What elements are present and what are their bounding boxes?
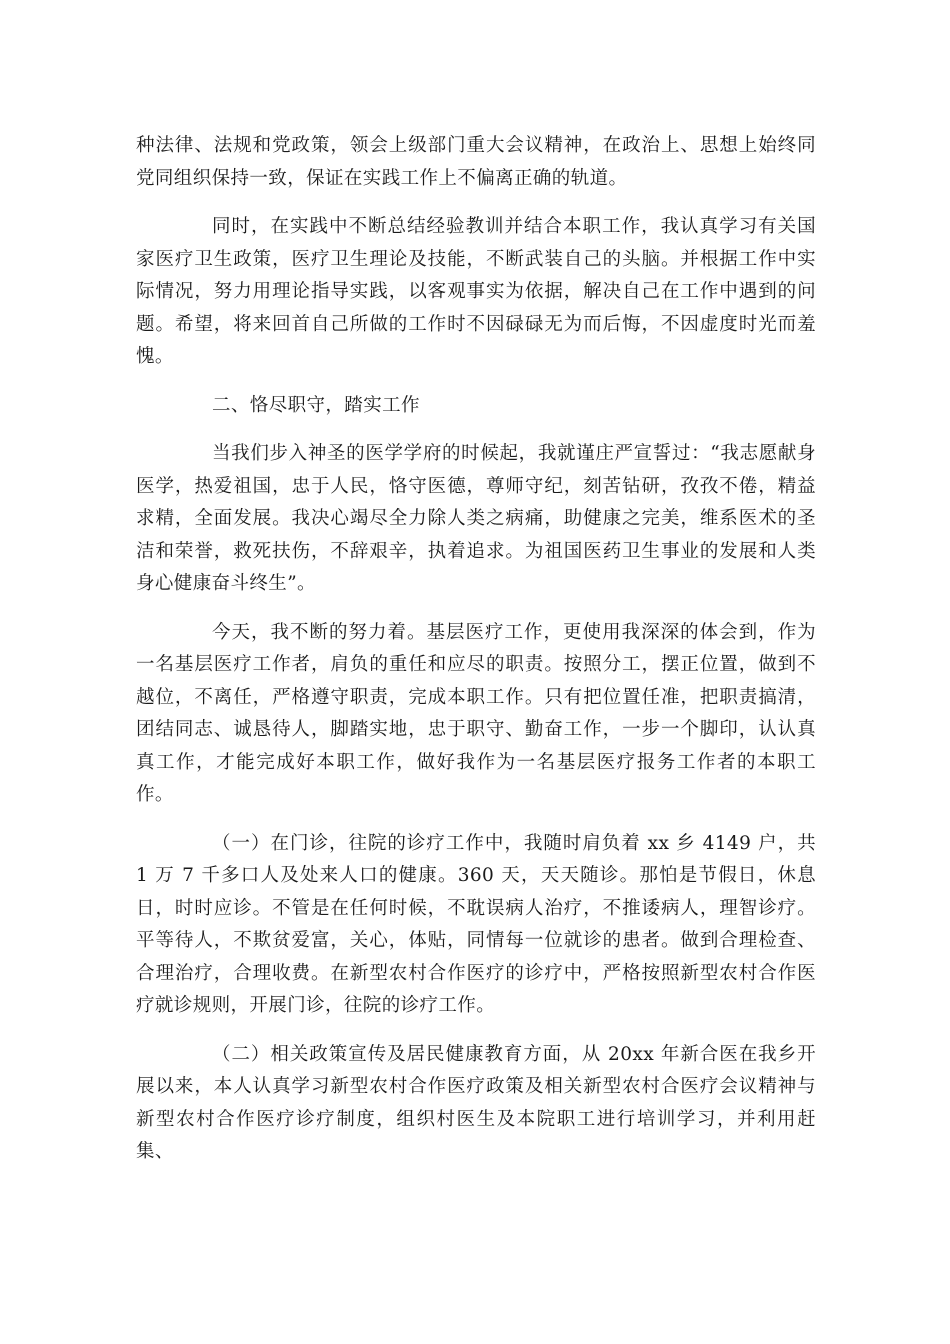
paragraph-continuation: 种法律、法规和党政策，领会上级部门重大会议精神，在政治上、思想上始终同党同组织保持一致，保证在实践工作上不偏离正确的轨道。 xyxy=(136,135,816,189)
paragraph-today: 今天，我不断的努力着。基层医疗工作，更使用我深深的体会到，作为一名基层医疗工作者，肩负的重任和应尽的职责。按照分工，摆正位置，做到不越位，不离任，严格遵守职责，完成本职工作。只有把位置任准，把职责搞清，团结同志、诚恳待人，脚踏实地，忠于职守、勤奋工作，一步一个脚印，认认真真工作，才能完成好本职工作，做好我作为一名基层医疗报务工作者的本职工作。 xyxy=(136,621,816,805)
document-body xyxy=(136,130,816,1185)
paragraph-study-policy: 同时，在实践中不断总结经验教训并结合本职工作，我认真学习有关国家医疗卫生政策，医疗卫生理论及技能，不断武装自己的头脑。并根据工作中实际情况，努力用理论指导实践，以客观事实为依据，解决自己在工作中遇到的问题。希望，将来回首自己所做的工作时不因碌碌无为而后悔，不因虚度时光而羞愧。 xyxy=(136,216,816,367)
paragraph-policy-education: （二）相关政策宣传及居民健康教育方面，从 20xx 年新合医在我乡开展以来，本人认真学习新型农村合作医疗政策及相关新型农村合医疗会议精神与新型农村合作医疗诊疗制度，组织村医生及本院职工进行培训学习，并利用赶集、 xyxy=(136,1043,816,1162)
section-heading-duties: 二、恪尽职守，踏实工作 xyxy=(212,394,420,416)
paragraph-clinic-work: （一）在门诊，往院的诊疗工作中，我随时肩负着 xx 乡 4149 户，共 1 万 7 千多口人及处来人口的健康。360 天，天天随诊。那怕是节假日，休息日，时时应诊。不管是在任何时候，不耽误病人治疗，不推诿病人，理智诊疗。平等待人，不欺贫爱富，关心，体贴，同情每一位就诊的患者。做到合理检查、合理治疗，合理收费。在新型农村合作医疗的诊疗中，严格按照新型农村合作医疗就诊规则，开展门诊，往院的诊疗工作。 xyxy=(136,832,816,1016)
paragraph-oath: 当我们步入神圣的医学学府的时候起，我就谨庄严宣誓过：“我志愿献身医学，热爱祖国，忠于人民，恪守医德，尊师守纪，刻苦钻研，孜孜不倦，精益求精，全面发展。我决心竭尽全力除人类之病痛，助健康之完美，维系医术的圣洁和荣誉，救死扶伤，不辞艰辛，执着追求。为祖国医药卫生事业的发展和人类身心健康奋斗终生”。 xyxy=(136,443,816,594)
